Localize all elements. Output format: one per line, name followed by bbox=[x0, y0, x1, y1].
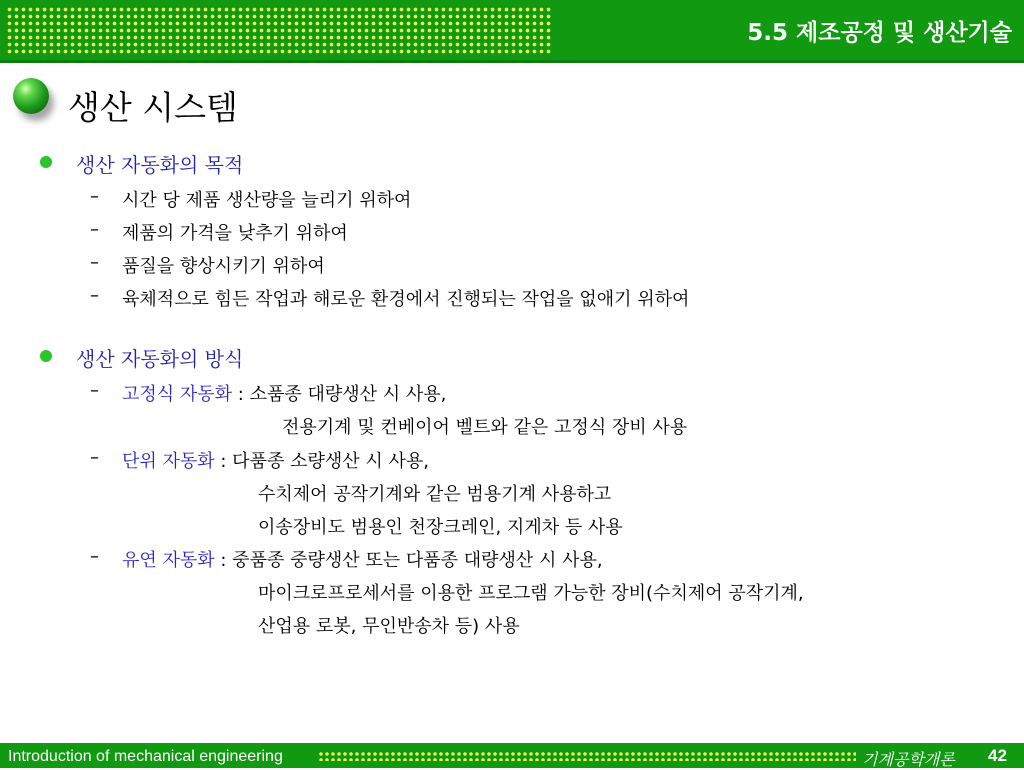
bullet-icon bbox=[40, 350, 52, 362]
list-item-continuation: 마이크로프로세서를 이용한 프로그램 가능한 장비(수치제어 공작기계, bbox=[258, 583, 804, 604]
dash-marker: – bbox=[90, 380, 99, 401]
term-description: : 소품종 대량생산 시 사용, bbox=[232, 384, 447, 405]
section-heading-method: 생산 자동화의 방식 bbox=[76, 347, 244, 371]
list-item-continuation: 산업용 로봇, 무인반송차 등) 사용 bbox=[258, 616, 520, 637]
list-item: 육체적으로 힘든 작업과 해로운 환경에서 진행되는 작업을 없애기 위하여 bbox=[122, 289, 690, 310]
list-item: 품질을 향상시키기 위하여 bbox=[122, 256, 325, 277]
term-description: : 중품종 중량생산 또는 다품종 대량생산 시 사용, bbox=[214, 550, 603, 571]
header-divider bbox=[0, 60, 1024, 63]
bullet-icon bbox=[40, 156, 52, 168]
list-item-continuation: 이송장비도 범용인 천장크레인, 지게차 등 사용 bbox=[258, 517, 623, 538]
term-description: : 다품종 소량생산 시 사용, bbox=[214, 451, 429, 472]
footer-dot-pattern bbox=[318, 751, 856, 761]
list-item bbox=[122, 546, 603, 572]
dash-marker: – bbox=[90, 252, 99, 273]
term-unit-automation: 단위 자동화 bbox=[122, 451, 215, 472]
list-item-continuation: 수치제어 공작기계와 같은 범용기계 사용하고 bbox=[258, 484, 612, 505]
dash-marker: – bbox=[90, 219, 99, 240]
list-item bbox=[122, 447, 429, 473]
list-item: 제품의 가격을 낮추기 위하여 bbox=[122, 223, 348, 244]
dash-marker: – bbox=[90, 447, 99, 468]
list-item bbox=[122, 380, 446, 406]
term-fixed-automation: 고정식 자동화 bbox=[122, 384, 233, 405]
list-item: 시간 당 제품 생산량을 늘리기 위하여 bbox=[122, 190, 412, 211]
dash-marker: – bbox=[90, 546, 99, 567]
green-ball-icon bbox=[13, 78, 49, 114]
dash-marker: – bbox=[90, 285, 99, 306]
term-flexible-automation: 유연 자동화 bbox=[122, 550, 215, 571]
course-name: Introduction of mechanical engineering bbox=[8, 748, 283, 765]
slide-title: 생산 시스템 bbox=[68, 88, 238, 127]
chapter-title: 5.5 제조공정 및 생산기술 bbox=[747, 20, 1012, 46]
subject-name: 기계공학개론 bbox=[862, 750, 955, 769]
header-dot-pattern bbox=[6, 6, 552, 54]
dash-marker: – bbox=[90, 186, 99, 207]
list-item-continuation: 전용기계 및 컨베이어 벨트와 같은 고정식 장비 사용 bbox=[282, 417, 688, 438]
page-number: 42 bbox=[988, 746, 1007, 765]
section-heading-purpose: 생산 자동화의 목적 bbox=[76, 153, 244, 177]
